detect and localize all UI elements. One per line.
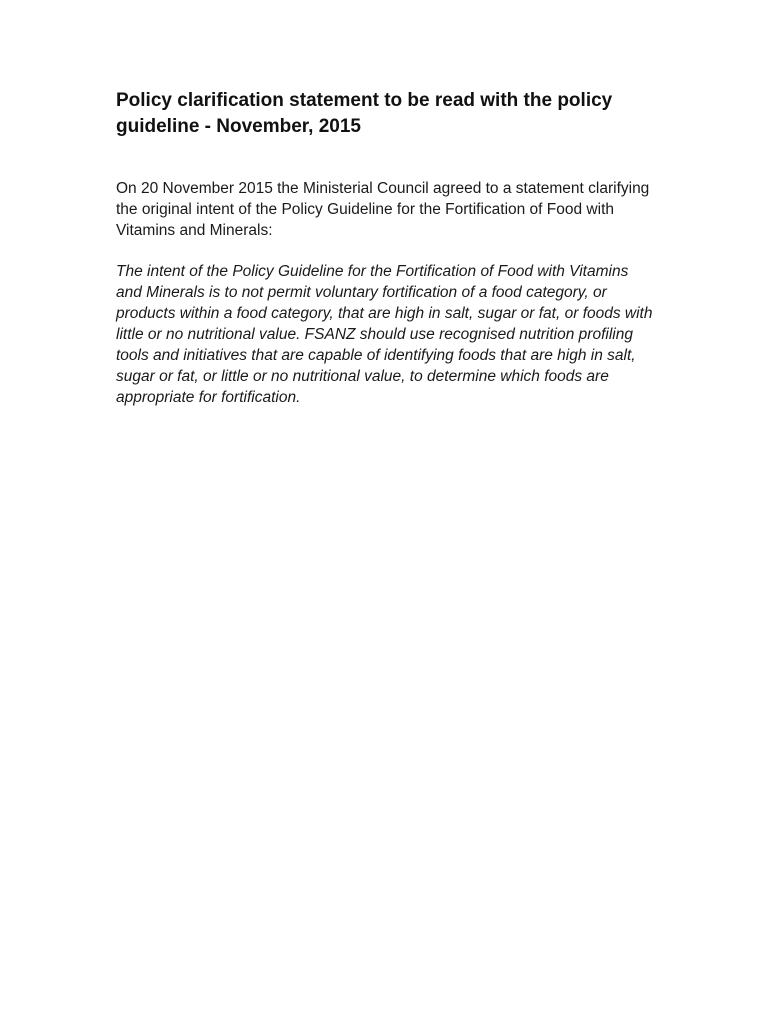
intro-paragraph: On 20 November 2015 the Ministerial Council agreed to a statement clarifying the original intent of the Policy Guideline for the Fortification of Food with Vitamins and Minerals: [116, 180, 650, 239]
document-title: Policy clarification statement to be read with the policy guideline - November, 2015 [116, 90, 613, 137]
document-page [116, 88, 656, 408]
quoted-policy-statement: The intent of the Policy Guideline for the Fortification of Food with Vitamins and Minerals is to not permit voluntary fortification of a food category, or products within a food category, that are high in salt, sugar or fat, or foods with little or no nutritional value. FSANZ should use recognised nutrition profiling tools and initiatives that are capable of identifying foods that are high in salt, sugar or fat, or little or no nutritional value, to determine which foods are appropriate for fortification. [116, 263, 653, 406]
